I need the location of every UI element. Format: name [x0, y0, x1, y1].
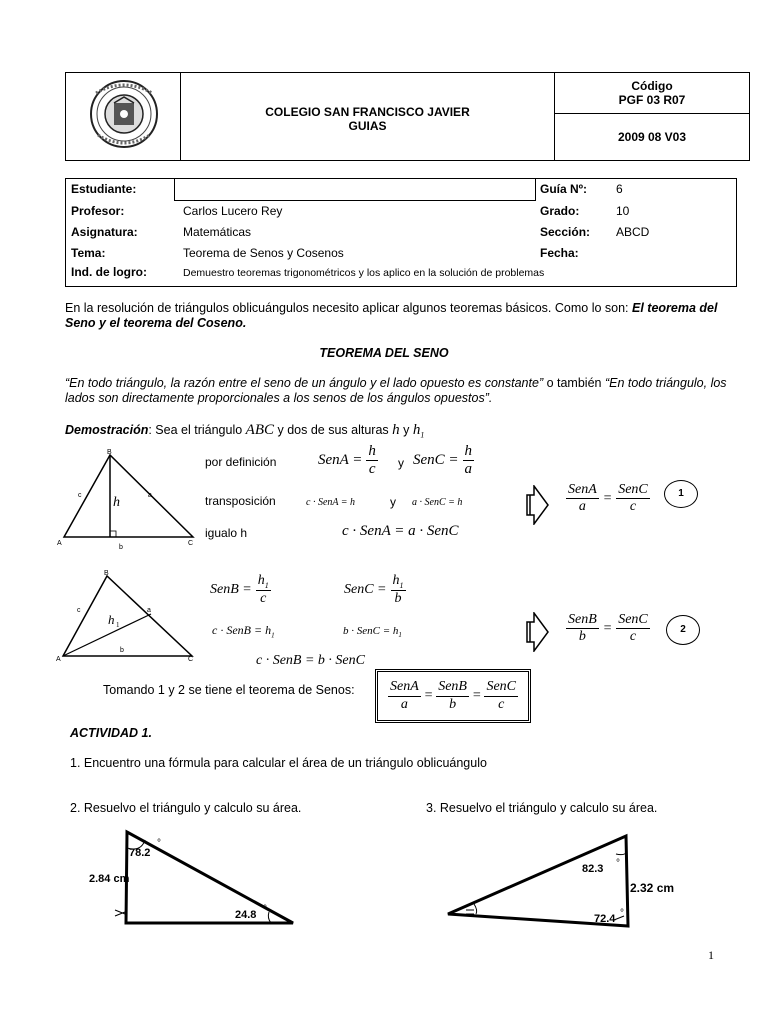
and-1: y: [398, 456, 404, 470]
right-arrow-icon: [526, 485, 550, 525]
bsenc-eq-h1: [343, 625, 402, 639]
header-table: [65, 72, 750, 161]
quote-1: “En todo triángulo, la razón entre el seno de un ángulo y el lado opuesto es constante”: [65, 376, 544, 390]
divider: [174, 179, 175, 201]
version-value: 2009 08 V03: [617, 130, 687, 144]
activity-item-1: 1. Encuentro una fórmula para calcular el área de un triángulo oblicuángulo: [70, 756, 487, 770]
side-a-label: a: [148, 492, 152, 499]
code-label: Código: [631, 79, 673, 93]
side-a-label: a: [147, 607, 151, 614]
activity-title: ACTIVIDAD 1.: [70, 726, 152, 740]
frac-num: SenA: [388, 679, 421, 696]
vertex-a-label: A: [56, 656, 61, 663]
equation-2: c · SenB = b · SenC: [256, 653, 365, 668]
intro-paragraph: [65, 301, 735, 331]
right-arrow-icon: [526, 612, 550, 652]
grade-value: 10: [616, 204, 630, 218]
frac-num: SenB: [566, 612, 599, 629]
frac-num: h: [366, 443, 378, 461]
frac-den: a: [578, 499, 586, 515]
frac-num: SenC: [484, 679, 518, 696]
senb-term: SenB =: [210, 582, 252, 598]
frac-den: c: [498, 696, 505, 712]
subject-label: Asignatura:: [71, 225, 138, 239]
date-label: Fecha:: [540, 246, 579, 260]
law-of-sines: [378, 672, 528, 720]
version-cell: [555, 114, 750, 161]
h1-symbol: h: [257, 573, 265, 588]
equals-sign: =: [602, 620, 613, 636]
theorem-statement: [65, 376, 735, 406]
demonstration-line: [65, 423, 424, 443]
height-h1-label: h: [108, 612, 115, 627]
student-label: Estudiante:: [71, 182, 137, 196]
demo-label: Demostración: [65, 423, 149, 437]
height-h1-subscript: 1: [116, 621, 120, 629]
frac-den: c: [368, 461, 376, 478]
frac-num: SenA: [566, 482, 599, 499]
intro-emphasis: El teorema del Seno y el teorema del Coseno.: [65, 301, 718, 330]
bsenc-term: b · SenC = h: [343, 625, 399, 637]
h-symbol: h: [392, 422, 400, 438]
h1-subscript: 1: [420, 430, 425, 440]
frac-den: c: [260, 590, 267, 606]
frac-den: a: [400, 696, 408, 712]
t3-angle-top: 82.3: [582, 863, 604, 875]
quote-2: “En todo triángulo, los lados son directamente proporcionales a los senos de los ángulos opuestos”.: [65, 376, 727, 405]
code-value: PGF 03 R07: [618, 93, 686, 107]
guide-value: 6: [616, 182, 623, 196]
sena-term: SenA =: [318, 452, 363, 469]
code-cell: [555, 73, 750, 114]
triangle-figure-1: [55, 447, 205, 549]
equals-sign: =: [423, 688, 434, 703]
activity-item-3: 3. Resuelvo el triángulo y calculo su área.: [426, 801, 658, 815]
t2-angle-top: 78.2: [129, 847, 151, 859]
vertex-b-label: B: [107, 449, 112, 456]
subscript-1: 1: [271, 631, 275, 640]
t3-degree-2: °: [620, 908, 624, 919]
csenb-term: c · SenB = h: [212, 623, 272, 637]
senc-h1-definition: [344, 573, 406, 607]
label-igualo-h: igualo h: [205, 526, 248, 540]
demo-text: : Sea el triángulo: [148, 423, 246, 437]
t3-angle-bottom: 72.4: [594, 913, 616, 925]
goal-value: Demuestro teoremas trigonométricos y los aplico en la solución de problemas: [183, 267, 545, 279]
csenb-eq-h1: [212, 623, 275, 639]
quote-mid: o también: [543, 376, 605, 390]
section-value: ABCD: [616, 225, 650, 239]
demo-text-2: y dos de sus alturas: [274, 423, 393, 437]
side-b-label: b: [119, 544, 123, 549]
school-seal-logo: [66, 73, 180, 155]
triangle-figure-2: [55, 564, 205, 666]
frac-den: b: [394, 590, 402, 606]
vertex-a-label: A: [57, 540, 62, 547]
frac-den: a: [464, 461, 473, 478]
section-label: Sección:: [540, 225, 591, 239]
topic-label: Tema:: [71, 246, 106, 260]
senb-definition: [210, 573, 271, 607]
csena-eq-h: c · SenA = h: [306, 497, 356, 508]
demo-and: y: [399, 423, 413, 437]
label-por-definicion: por definición: [205, 455, 277, 469]
senc-term: SenC =: [344, 582, 387, 598]
asenc-eq-h: a · SenC = h: [412, 497, 463, 508]
t2-angle-right: 24.8: [235, 909, 257, 921]
senc-definition: [413, 443, 474, 479]
topic-value: Teorema de Senos y Cosenos: [183, 246, 344, 260]
law-of-sines-box: [375, 669, 531, 723]
equation-1: c · SenA = a · SenC: [342, 523, 459, 539]
subscript-1: 1: [264, 580, 269, 590]
subscript-1: 1: [398, 631, 402, 640]
student-info-box: [65, 178, 737, 287]
activity-item-2: 2. Resuelvo el triángulo y calculo su área.: [70, 801, 302, 815]
theorem-title: TEOREMA DEL SENO: [319, 346, 449, 360]
equals-sign: =: [602, 490, 613, 506]
sena-definition: [318, 443, 378, 479]
t2-degree-1: °: [157, 838, 161, 849]
and-2: y: [390, 495, 396, 509]
vertex-b-label: B: [104, 570, 109, 577]
logo-cell: [66, 73, 181, 161]
side-c-label: c: [78, 492, 82, 499]
t3-side: 2.32 cm: [630, 881, 675, 895]
grade-label: Grado:: [540, 204, 580, 218]
vertex-c-label: C: [188, 540, 194, 547]
vertex-c-label: C: [188, 656, 194, 663]
frac-num: h: [463, 443, 475, 461]
senc-term: SenC =: [413, 452, 459, 469]
result-1-equation: [566, 482, 650, 515]
frac-num: SenC: [616, 482, 650, 499]
intro-text: En la resolución de triángulos oblicuángulos necesito aplicar algunos teoremas básicos. Como lo son:: [65, 301, 632, 315]
t2-degree-2: °: [263, 904, 267, 915]
t2-side: 2.84 cm: [89, 873, 130, 885]
guide-label: Guía Nº:: [540, 182, 588, 196]
exercise-triangle-3: [440, 830, 700, 930]
equation-number-1: 1: [664, 480, 698, 508]
side-c-label: c: [77, 607, 81, 614]
subscript-1: 1: [399, 580, 404, 590]
school-name: COLEGIO SAN FRANCISCO JAVIER: [265, 104, 470, 119]
h1-symbol: h: [412, 422, 421, 438]
equation-number-2: 2: [666, 615, 700, 645]
document-type: GUIAS: [348, 118, 387, 133]
exercise-triangle-2: [85, 826, 305, 928]
frac-den: c: [629, 629, 637, 645]
conclusion-text: Tomando 1 y 2 se tiene el teorema de Senos:: [103, 683, 355, 697]
frac-den: b: [449, 696, 457, 712]
page-number: 1: [708, 948, 714, 962]
divider: [535, 179, 536, 201]
abc-symbol: ABC: [245, 422, 274, 438]
equals-sign: =: [471, 688, 482, 703]
teacher-label: Profesor:: [71, 204, 125, 218]
frac-num: SenB: [436, 679, 469, 696]
frac-num: SenC: [616, 612, 650, 629]
h1-symbol: h: [392, 573, 400, 588]
t3-degree-1: °: [616, 858, 620, 869]
school-title-cell: [181, 73, 555, 161]
divider: [174, 200, 536, 201]
subject-value: Matemáticas: [183, 225, 252, 239]
teacher-value: Carlos Lucero Rey: [183, 204, 283, 218]
label-transposicion: transposición: [205, 494, 276, 508]
goal-label: Ind. de logro:: [71, 265, 147, 279]
side-b-label: b: [120, 647, 124, 654]
frac-den: b: [578, 629, 586, 645]
frac-den: c: [629, 499, 637, 515]
height-h-label: h: [113, 495, 120, 510]
result-2-equation: [566, 612, 650, 645]
